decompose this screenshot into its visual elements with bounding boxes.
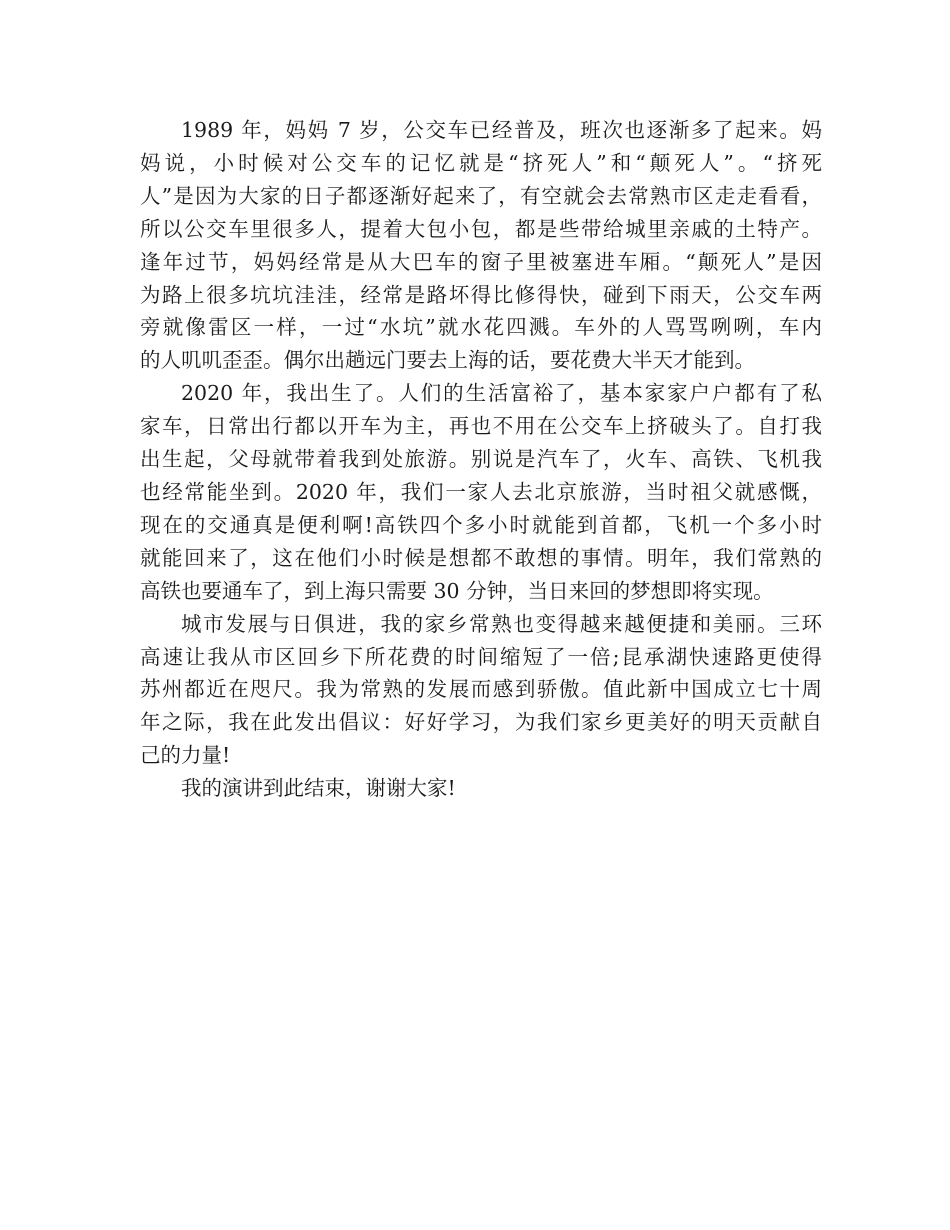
paragraph-2020 [140, 377, 822, 607]
text-line: 己的力量! [140, 743, 231, 768]
text-line: 1989 年，妈妈 7 岁，公交车已经普及，班次也逐渐多了起来。妈 [181, 118, 822, 142]
text-line: 高速让我从市区回乡下所花费的时间缩短了一倍;昆承湖快速路更使得 [140, 644, 822, 669]
text-line: 的人叽叽歪歪。偶尔出趟远门要去上海的话，要花费大半天才能到。 [140, 348, 755, 373]
text-line: 人”是因为大家的日子都逐渐好起来了，有空就会去常熟市区走走看看， [140, 183, 822, 208]
text-line: 为路上很多坑坑洼洼，经常是路坏得比修得快，碰到下雨天，公交车两 [140, 282, 822, 307]
text-line: 旁就像雷区一样，一过“水坑”就水花四溅。车外的人骂骂咧咧，车内 [140, 315, 822, 340]
text-line: 高铁也要通车了，到上海只需要 30 分钟，当日来回的梦想即将实现。 [140, 578, 774, 603]
paragraph-1989 [140, 114, 822, 377]
paragraph-closing [140, 772, 822, 805]
text-line: 就能回来了，这在他们小时候是想都不敢想的事情。明年，我们常熟的 [140, 545, 822, 570]
text-line: 现在的交通真是便利啊!高铁四个多小时就能到首都，飞机一个多小时 [140, 512, 822, 537]
text-line: 出生起，父母就带着我到处旅游。别说是汽车了，火车、高铁、飞机我 [140, 447, 822, 472]
paragraph-city-development [140, 608, 822, 773]
text-line: 妈说，小时候对公交车的记忆就是“挤死人”和“颠死人”。“挤死 [140, 150, 822, 175]
text-line: 年之际，我在此发出倡议：好好学习，为我们家乡更美好的明天贡献自 [140, 710, 822, 735]
text-line: 也经常能坐到。2020 年，我们一家人去北京旅游，当时祖父就感慨， [140, 479, 822, 504]
text-line: 家车，日常出行都以开车为主，再也不用在公交车上挤破头了。自打我 [140, 414, 822, 439]
text-line: 所以公交车里很多人，提着大包小包，都是些带给城里亲戚的土特产。 [140, 216, 822, 241]
document-body [140, 114, 822, 805]
text-line: 逢年过节，妈妈经常是从大巴车的窗子里被塞进车厢。“颠死人”是因 [140, 249, 822, 274]
text-line: 我的演讲到此结束，谢谢大家! [181, 776, 456, 801]
text-line: 苏州都近在咫尺。我为常熟的发展而感到骄傲。值此新中国成立七十周 [140, 677, 822, 702]
text-line: 城市发展与日俱进，我的家乡常熟也变得越来越便捷和美丽。三环 [181, 611, 822, 636]
text-line: 2020 年，我出生了。人们的生活富裕了，基本家家户户都有了私 [181, 381, 822, 406]
